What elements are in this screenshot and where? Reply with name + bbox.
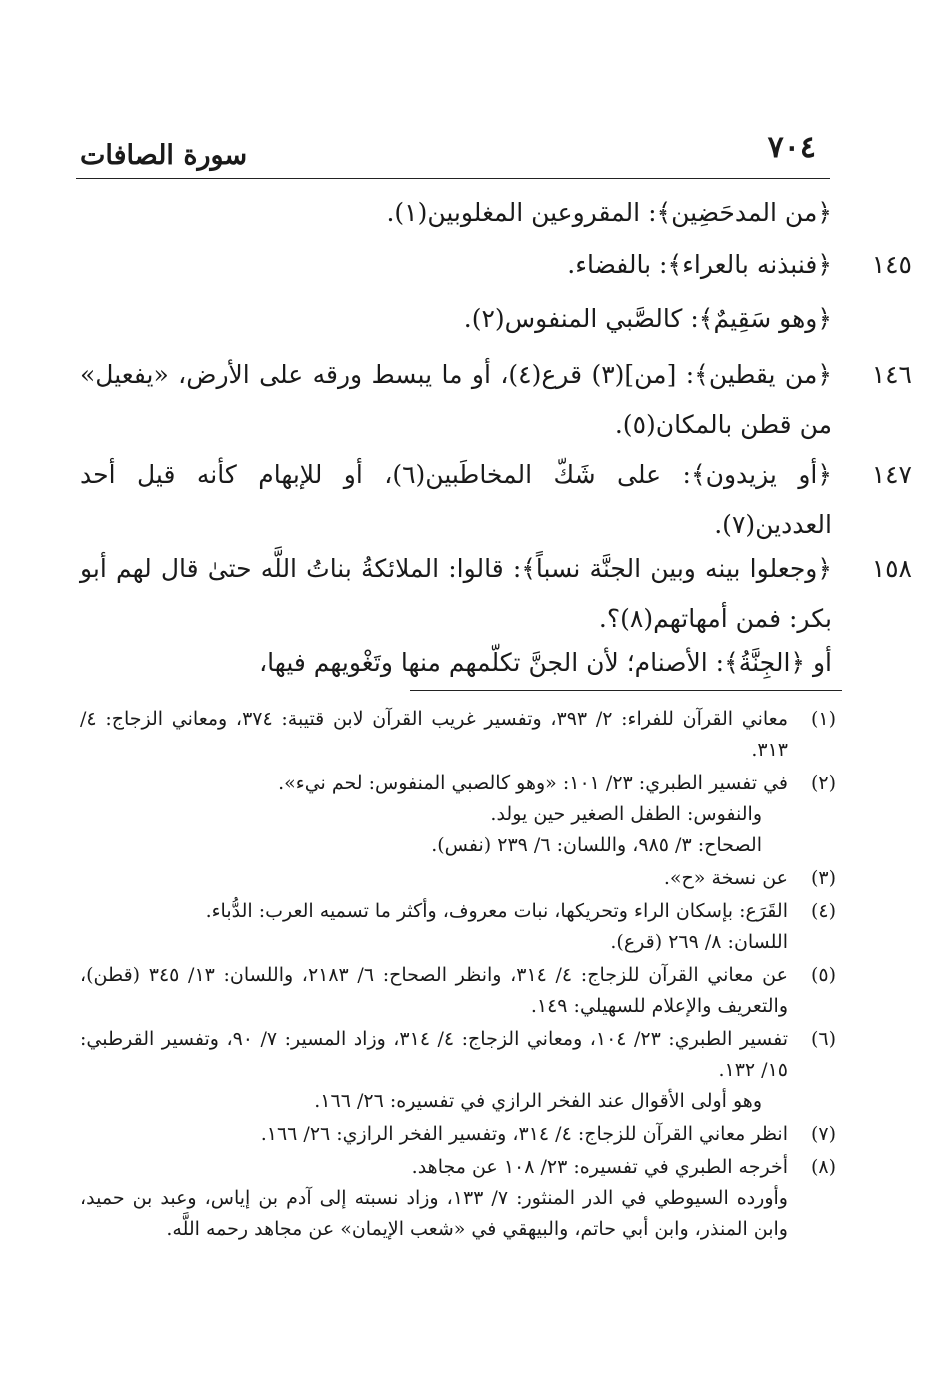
footnote-number: (٤) xyxy=(810,900,836,922)
footnote-line: انظر معاني القرآن للزجاج: ٤/ ٣١٤، وتفسير الفخر الرازي: ٢٦/ ١٦٦. xyxy=(260,1123,788,1145)
footnote-subline: اللسان: ٨/ ٢٦٩ (قرع). xyxy=(610,931,788,953)
page-number: ٧٠٤ xyxy=(767,130,816,165)
footnote-number: (٦) xyxy=(810,1028,836,1050)
verse-number: ١٤٥ xyxy=(871,250,912,279)
verse-text: ﴿أو يزيدون﴾: على شَكّ المخاطَبين(٦)، أو للإبهام كأنه قيل أحد العددين(٧). xyxy=(80,460,832,539)
verse-number: ١٥٨ xyxy=(871,554,912,583)
footnote-number: (١) xyxy=(810,708,836,730)
footnote-line: معاني القرآن للفراء: ٢/ ٣٩٣، وتفسير غريب القرآن لابن قتيبة: ٣٧٤، ومعاني الزجاج: ٤/ ٣١٣. xyxy=(80,708,789,761)
footnote-5 xyxy=(80,960,836,1022)
footnote-line: القَرَع: بإسكان الراء وتحريكها، نبات معروف، وأكثر ما تسميه العرب: الدُّباء. xyxy=(205,900,788,922)
footnote-2 xyxy=(80,768,836,861)
footnote-line: عن نسخة «ح». xyxy=(663,867,788,889)
footnote-line: عن معاني القرآن للزجاج: ٤/ ٣١٤، وانظر الصحاح: ٦/ ٢١٨٣، واللسان: ١٣/ ٣٤٥ (قطن)، والتعريف والإعلام للسهيلي: ١٤٩. xyxy=(80,964,788,1017)
footnote-subline: والنفوس: الطفل الصغير حين يولد. xyxy=(490,803,762,825)
footnote-8 xyxy=(80,1152,836,1245)
footnote-number: (٢) xyxy=(810,772,836,794)
footnote-subline: الصحاح: ٣/ ٩٨٥، واللسان: ٦/ ٢٣٩ (نفس). xyxy=(431,834,762,856)
verse-1 xyxy=(80,188,832,238)
verse-text: ﴿من المدحَضِين﴾: المقروعين المغلوبين(١). xyxy=(386,198,832,227)
verse-147 xyxy=(80,450,912,550)
verse-145-b xyxy=(80,294,832,344)
footnote-number: (٨) xyxy=(810,1156,836,1178)
verse-text: ﴿فنبذنه بالعراء﴾: بالفضاء. xyxy=(567,250,832,279)
verse-text: أو ﴿الجِنَّةُ﴾: الأصنام؛ لأن الجنَّ تكلّمهم منها وتَغْويهم فيها، xyxy=(259,648,832,677)
footnote-4 xyxy=(80,896,836,958)
footnote-1 xyxy=(80,704,836,766)
verse-145 xyxy=(80,240,912,290)
verse-text: ﴿وجعلوا بينه وبين الجنَّة نسباً﴾: قالوا: الملائكةُ بناتُ اللَّه حتىٰ قال لهم أبو بكر: فمن أمهاتهم(٨)؟. xyxy=(80,554,832,633)
footnotes xyxy=(80,704,836,1247)
footnote-subline: وهو أولى الأقوال عند الفخر الرازي في تفسيره: ٢٦/ ١٦٦. xyxy=(314,1090,762,1112)
verse-number: ١٤٦ xyxy=(871,360,912,389)
verse-158-b xyxy=(80,638,832,688)
footnote-7 xyxy=(80,1119,836,1150)
footnote-line: أخرجه الطبري في تفسيره: ٢٣/ ١٠٨ عن مجاهد. xyxy=(411,1156,788,1178)
footnote-number: (٣) xyxy=(810,867,836,889)
verse-text: ﴿وهو سَقِيمٌ﴾: كالصَّبي المنفوس(٢). xyxy=(463,304,832,333)
verse-146 xyxy=(80,350,912,450)
footnote-subline: وأورده السيوطي في الدر المنثور: ٧/ ١٣٣، وزاد نسبته إلى آدم بن إياس، وعبد بن حميد، وابن المنذر، وابن أبي حاتم، والبيهقي في «شعب الإيمان» عن مجاهد رحمه اللَّه. xyxy=(80,1187,788,1240)
verse-number: ١٤٧ xyxy=(871,460,912,489)
footnote-rule xyxy=(410,690,842,691)
verse-text: ﴿من يقطين﴾: [من](٣) قرع(٤)، أو ما يبسط ورقه على الأرض، «يفعيل» من قطن بالمكان(٥). xyxy=(80,360,832,439)
footnote-number: (٥) xyxy=(810,964,836,986)
footnote-line: في تفسير الطبري: ٢٣/ ١٠١: «وهو كالصبي المنفوس: لحم نيء». xyxy=(278,772,788,794)
footnote-line: تفسير الطبري: ٢٣/ ١٠٤، ومعاني الزجاج: ٤/ ٣١٤، وزاد المسير: ٧/ ٩٠، وتفسير القرطبي: ١٥/ ١٣٢. xyxy=(80,1028,788,1081)
footnote-number: (٧) xyxy=(810,1123,836,1145)
header-rule xyxy=(76,178,830,179)
verse-158 xyxy=(80,544,912,644)
surah-title: سورة الصافات xyxy=(80,140,248,171)
footnote-3 xyxy=(80,863,836,894)
footnote-6 xyxy=(80,1024,836,1117)
